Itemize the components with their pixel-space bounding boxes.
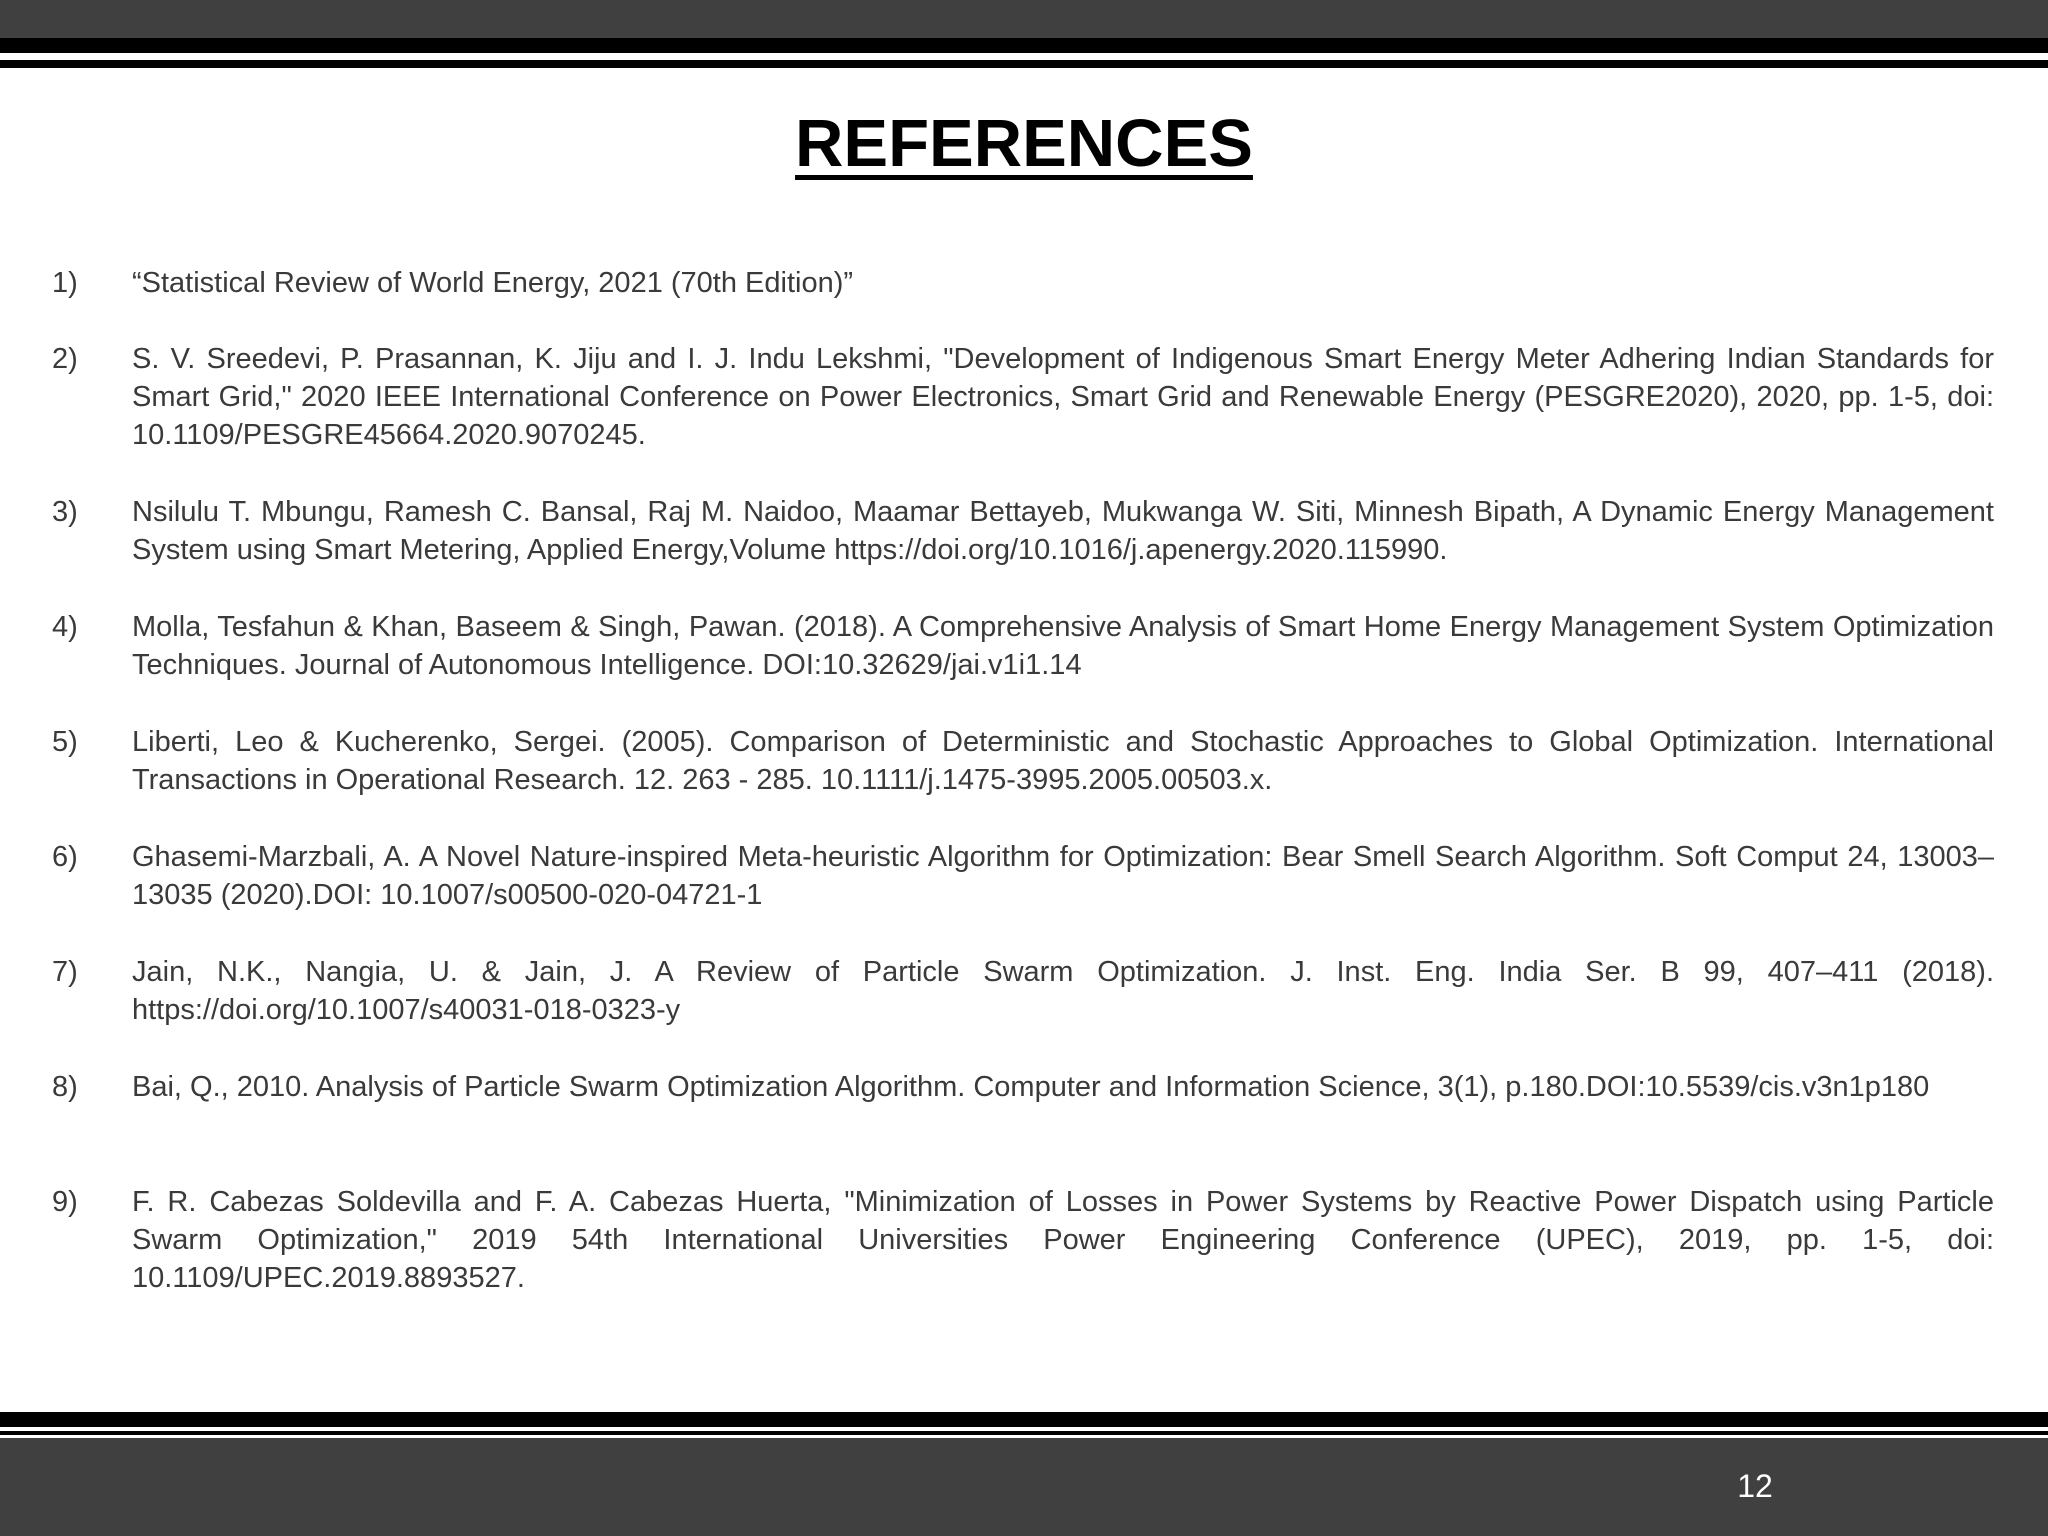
reference-number: 7) <box>52 956 78 988</box>
footer-rule-thin <box>0 1431 2048 1435</box>
reference-number: 9) <box>52 1186 78 1218</box>
reference-number: 5) <box>52 726 78 758</box>
reference-number: 1) <box>52 267 78 299</box>
reference-number: 8) <box>52 1071 78 1103</box>
reference-item-4 <box>52 608 1994 684</box>
reference-text: “Statistical Review of World Energy, 2021 (70th Edition)” <box>132 267 854 299</box>
reference-item-5 <box>52 723 1994 799</box>
reference-text: F. R. Cabezas Soldevilla and F. A. Cabezas Huerta, "Minimization of Losses in Power Systems by Reactive Power Dispatch using Particle Swarm Optimization," 2019 54th International Universities Power Engineering Conference (UPEC), 2019, pp. 1-5, doi: 10.1109/UPEC.2019.8893527. <box>132 1186 1994 1294</box>
reference-number: 3) <box>52 496 78 528</box>
reference-text: Liberti, Leo & Kucherenko, Sergei. (2005). Comparison of Deterministic and Stochastic Approaches to Global Optimization. International Transactions in Operational Research. 12. 263 - 285. 10.1111/j.1475-3995.2005.00503.x. <box>132 726 1994 796</box>
page-number: 12 <box>1737 1468 1773 1504</box>
reference-text: Jain, N.K., Nangia, U. & Jain, J. A Review of Particle Swarm Optimization. J. Inst. Eng. India Ser. B 99, 407–411 (2018). https://doi.org/10.1007/s40031-018-0323-y <box>132 956 1994 1026</box>
reference-item-3 <box>52 493 1994 569</box>
reference-text: Bai, Q., 2010. Analysis of Particle Swarm Optimization Algorithm. Computer and Information Science, 3(1), p.180.DOI:10.5539/cis.v3n1p180 <box>132 1071 1930 1103</box>
reference-item-8 <box>52 1068 1994 1106</box>
reference-text: Molla, Tesfahun & Khan, Baseem & Singh, Pawan. (2018). A Comprehensive Analysis of Smart Home Energy Management System Optimization Techniques. Journal of Autonomous Intelligence. DOI:10.32629/jai.v1i1.14 <box>132 611 1994 681</box>
reference-text: S. V. Sreedevi, P. Prasannan, K. Jiju and I. J. Indu Lekshmi, "Development of Indigenous Smart Energy Meter Adhering Indian Standards for Smart Grid," 2020 IEEE International Conference on Power Electronics, Smart Grid and Renewable Energy (PESGRE2020), 2020, pp. 1-5, doi: 10.1109/PESGRE45664.2020.9070245. <box>132 343 1994 451</box>
reference-item-1 <box>52 264 1994 302</box>
reference-text: Ghasemi-Marzbali, A. A Novel Nature-inspired Meta-heuristic Algorithm for Optimization: Bear Smell Search Algorithm. Soft Comput 24, 13003–13035 (2020).DOI: 10.1007/s00500-020-04721-1 <box>132 841 1994 911</box>
reference-number: 6) <box>52 841 78 873</box>
reference-number: 2) <box>52 343 78 375</box>
reference-item-9 <box>52 1183 1994 1297</box>
reference-item-7 <box>52 953 1994 1029</box>
reference-text: Nsilulu T. Mbungu, Ramesh C. Bansal, Raj M. Naidoo, Maamar Bettayeb, Mukwanga W. Siti, Minnesh Bipath, A Dynamic Energy Management System using Smart Metering, Applied Energy,Volume https://doi.org/10.1016/j.apenergy.2020.115990. <box>132 496 1994 566</box>
footer-rule-thick <box>0 1412 2048 1427</box>
page-title-text: REFERENCES <box>795 106 1253 181</box>
reference-item-2 <box>52 340 1994 454</box>
reference-number: 4) <box>52 611 78 643</box>
reference-item-6 <box>52 838 1994 914</box>
